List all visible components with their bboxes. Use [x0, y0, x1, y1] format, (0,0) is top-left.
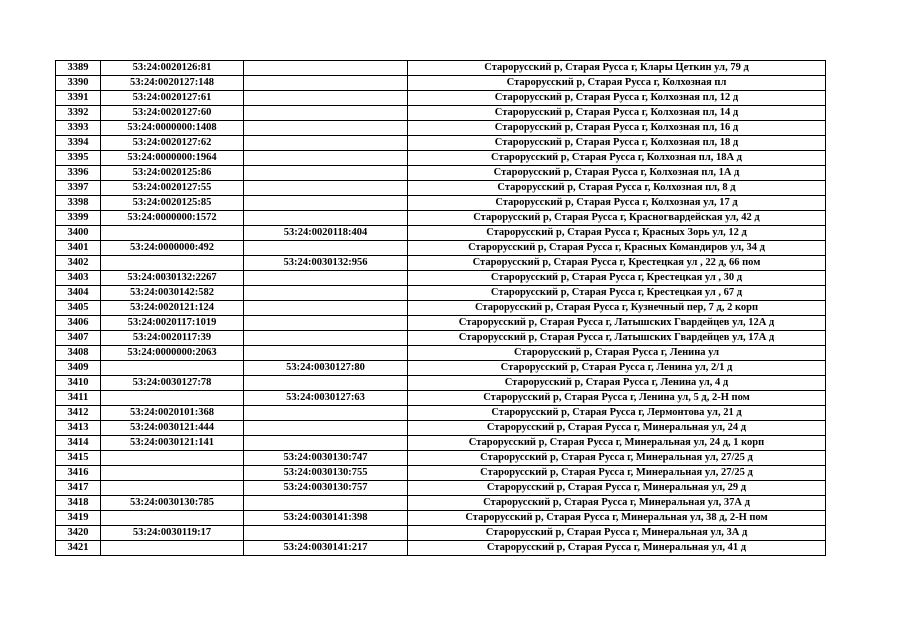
table-row	[56, 301, 826, 316]
cadastral-number-cell	[101, 391, 244, 406]
row-number-cell: 3413	[56, 421, 101, 436]
address-cell: Старорусский р, Старая Русса г, Колхозная ул, 17 д	[408, 196, 826, 211]
cadastral-number-cell: 53:24:0020127:62	[101, 136, 244, 151]
row-number-cell: 3405	[56, 301, 101, 316]
table-row	[56, 241, 826, 256]
building-cadastral-number-cell	[244, 61, 408, 76]
row-number-cell: 3416	[56, 466, 101, 481]
cadastral-number-cell	[101, 466, 244, 481]
address-cell: Старорусский р, Старая Русса г, Латышских Гвардейцев ул, 17А д	[408, 331, 826, 346]
table-row	[56, 451, 826, 466]
cadastral-number-cell	[101, 226, 244, 241]
row-number-cell: 3420	[56, 526, 101, 541]
table-row	[56, 91, 826, 106]
address-cell: Старорусский р, Старая Русса г, Колхозная пл, 8 д	[408, 181, 826, 196]
building-cadastral-number-cell	[244, 406, 408, 421]
address-cell: Старорусский р, Старая Русса г, Красных Командиров ул, 34 д	[408, 241, 826, 256]
cadastral-number-cell: 53:24:0030121:444	[101, 421, 244, 436]
building-cadastral-number-cell	[244, 436, 408, 451]
building-cadastral-number-cell: 53:24:0030132:956	[244, 256, 408, 271]
address-cell: Старорусский р, Старая Русса г, Крестецкая ул , 22 д, 66 пом	[408, 256, 826, 271]
building-cadastral-number-cell	[244, 136, 408, 151]
cadastral-number-cell: 53:24:0020127:61	[101, 91, 244, 106]
cadastral-number-cell: 53:24:0000000:2063	[101, 346, 244, 361]
row-number-cell: 3397	[56, 181, 101, 196]
row-number-cell: 3412	[56, 406, 101, 421]
address-cell: Старорусский р, Старая Русса г, Колхозная пл, 1А д	[408, 166, 826, 181]
cadastral-number-cell: 53:24:0030132:2267	[101, 271, 244, 286]
building-cadastral-number-cell	[244, 151, 408, 166]
row-number-cell: 3406	[56, 316, 101, 331]
cadastral-number-cell: 53:24:0030142:582	[101, 286, 244, 301]
row-number-cell: 3408	[56, 346, 101, 361]
building-cadastral-number-cell: 53:24:0030141:217	[244, 541, 408, 556]
building-cadastral-number-cell: 53:24:0030130:747	[244, 451, 408, 466]
cadastral-number-cell	[101, 451, 244, 466]
address-cell: Старорусский р, Старая Русса г, Минеральная ул, 41 д	[408, 541, 826, 556]
address-cell: Старорусский р, Старая Русса г, Крестецкая ул , 67 д	[408, 286, 826, 301]
building-cadastral-number-cell	[244, 166, 408, 181]
table-row	[56, 256, 826, 271]
table-row	[56, 391, 826, 406]
row-number-cell: 3404	[56, 286, 101, 301]
row-number-cell: 3418	[56, 496, 101, 511]
address-cell: Старорусский р, Старая Русса г, Минеральная ул, 29 д	[408, 481, 826, 496]
table-row	[56, 151, 826, 166]
address-cell: Старорусский р, Старая Русса г, Минеральная ул, 27/25 д	[408, 466, 826, 481]
table-row	[56, 496, 826, 511]
row-number-cell: 3411	[56, 391, 101, 406]
row-number-cell: 3402	[56, 256, 101, 271]
row-number-cell: 3392	[56, 106, 101, 121]
cadastral-number-cell: 53:24:0020121:124	[101, 301, 244, 316]
cadastral-number-cell: 53:24:0020126:81	[101, 61, 244, 76]
row-number-cell: 3421	[56, 541, 101, 556]
address-cell: Старорусский р, Старая Русса г, Клары Цеткин ул, 79 д	[408, 61, 826, 76]
building-cadastral-number-cell	[244, 241, 408, 256]
table-row	[56, 286, 826, 301]
building-cadastral-number-cell: 53:24:0030130:757	[244, 481, 408, 496]
building-cadastral-number-cell	[244, 331, 408, 346]
table-row	[56, 271, 826, 286]
cadastral-number-cell: 53:24:0020127:148	[101, 76, 244, 91]
row-number-cell: 3399	[56, 211, 101, 226]
address-cell: Старорусский р, Старая Русса г, Минеральная ул, 27/25 д	[408, 451, 826, 466]
row-number-cell: 3391	[56, 91, 101, 106]
cadastral-number-cell	[101, 256, 244, 271]
building-cadastral-number-cell	[244, 211, 408, 226]
row-number-cell: 3390	[56, 76, 101, 91]
address-cell: Старорусский р, Старая Русса г, Красногвардейская ул, 42 д	[408, 211, 826, 226]
cadastral-number-cell: 53:24:0020125:86	[101, 166, 244, 181]
row-number-cell: 3407	[56, 331, 101, 346]
address-cell: Старорусский р, Старая Русса г, Колхозная пл, 18А д	[408, 151, 826, 166]
building-cadastral-number-cell	[244, 196, 408, 211]
address-cell: Старорусский р, Старая Русса г, Минеральная ул, 24 д, 1 корп	[408, 436, 826, 451]
address-cell: Старорусский р, Старая Русса г, Колхозная пл	[408, 76, 826, 91]
building-cadastral-number-cell	[244, 271, 408, 286]
address-cell: Старорусский р, Старая Русса г, Минеральная ул, 3А д	[408, 526, 826, 541]
address-cell: Старорусский р, Старая Русса г, Ленина ул, 4 д	[408, 376, 826, 391]
table-row	[56, 481, 826, 496]
address-cell: Старорусский р, Старая Русса г, Колхозная пл, 18 д	[408, 136, 826, 151]
table-row	[56, 466, 826, 481]
table-row	[56, 121, 826, 136]
table-row	[56, 196, 826, 211]
table-row	[56, 211, 826, 226]
table-row	[56, 361, 826, 376]
building-cadastral-number-cell	[244, 286, 408, 301]
building-cadastral-number-cell	[244, 91, 408, 106]
row-number-cell: 3417	[56, 481, 101, 496]
building-cadastral-number-cell: 53:24:0030141:398	[244, 511, 408, 526]
address-cell: Старорусский р, Старая Русса г, Красных Зорь ул, 12 д	[408, 226, 826, 241]
cadastral-number-cell	[101, 541, 244, 556]
address-cell: Старорусский р, Старая Русса г, Ленина ул	[408, 346, 826, 361]
cadastral-number-cell: 53:24:0030121:141	[101, 436, 244, 451]
table-row	[56, 421, 826, 436]
address-cell: Старорусский р, Старая Русса г, Латышских Гвардейцев ул, 12А д	[408, 316, 826, 331]
table-row	[56, 136, 826, 151]
address-cell: Старорусский р, Старая Русса г, Лермонтова ул, 21 д	[408, 406, 826, 421]
address-cell: Старорусский р, Старая Русса г, Минеральная ул, 37А д	[408, 496, 826, 511]
building-cadastral-number-cell	[244, 376, 408, 391]
cadastral-number-cell: 53:24:0000000:1408	[101, 121, 244, 136]
row-number-cell: 3400	[56, 226, 101, 241]
row-number-cell: 3409	[56, 361, 101, 376]
cadastral-number-cell	[101, 361, 244, 376]
table-row	[56, 331, 826, 346]
table-row	[56, 526, 826, 541]
table-row	[56, 106, 826, 121]
cadastral-number-cell: 53:24:0030119:17	[101, 526, 244, 541]
address-cell: Старорусский р, Старая Русса г, Крестецкая ул , 30 д	[408, 271, 826, 286]
table-row	[56, 316, 826, 331]
table-row	[56, 226, 826, 241]
row-number-cell: 3398	[56, 196, 101, 211]
table-row	[56, 541, 826, 556]
cadastral-number-cell: 53:24:0020117:39	[101, 331, 244, 346]
row-number-cell: 3414	[56, 436, 101, 451]
building-cadastral-number-cell	[244, 526, 408, 541]
row-number-cell: 3415	[56, 451, 101, 466]
cadastral-number-cell: 53:24:0020101:368	[101, 406, 244, 421]
building-cadastral-number-cell: 53:24:0030127:80	[244, 361, 408, 376]
table-row	[56, 61, 826, 76]
building-cadastral-number-cell	[244, 496, 408, 511]
address-cell: Старорусский р, Старая Русса г, Колхозная пл, 12 д	[408, 91, 826, 106]
table-row	[56, 511, 826, 526]
building-cadastral-number-cell: 53:24:0030130:755	[244, 466, 408, 481]
building-cadastral-number-cell	[244, 301, 408, 316]
table-row	[56, 376, 826, 391]
building-cadastral-number-cell: 53:24:0020118:404	[244, 226, 408, 241]
table-row	[56, 181, 826, 196]
table-body	[56, 61, 826, 556]
row-number-cell: 3393	[56, 121, 101, 136]
row-number-cell: 3419	[56, 511, 101, 526]
address-cell: Старорусский р, Старая Русса г, Ленина ул, 2/1 д	[408, 361, 826, 376]
cadastral-number-cell	[101, 481, 244, 496]
cadastral-number-cell: 53:24:0000000:1964	[101, 151, 244, 166]
address-cell: Старорусский р, Старая Русса г, Колхозная пл, 16 д	[408, 121, 826, 136]
address-cell: Старорусский р, Старая Русса г, Минеральная ул, 38 д, 2-Н пом	[408, 511, 826, 526]
building-cadastral-number-cell	[244, 421, 408, 436]
table-row	[56, 346, 826, 361]
address-cell: Старорусский р, Старая Русса г, Ленина ул, 5 д, 2-Н пом	[408, 391, 826, 406]
cadastral-number-cell: 53:24:0030127:78	[101, 376, 244, 391]
row-number-cell: 3401	[56, 241, 101, 256]
table-row	[56, 406, 826, 421]
building-cadastral-number-cell	[244, 76, 408, 91]
cadastral-number-cell: 53:24:0030130:785	[101, 496, 244, 511]
building-cadastral-number-cell	[244, 316, 408, 331]
row-number-cell: 3410	[56, 376, 101, 391]
building-cadastral-number-cell: 53:24:0030127:63	[244, 391, 408, 406]
property-registry-table	[55, 60, 826, 556]
building-cadastral-number-cell	[244, 106, 408, 121]
cadastral-number-cell: 53:24:0020125:85	[101, 196, 244, 211]
row-number-cell: 3389	[56, 61, 101, 76]
address-cell: Старорусский р, Старая Русса г, Колхозная пл, 14 д	[408, 106, 826, 121]
table-row	[56, 436, 826, 451]
address-cell: Старорусский р, Старая Русса г, Минеральная ул, 24 д	[408, 421, 826, 436]
address-cell: Старорусский р, Старая Русса г, Кузнечный пер, 7 д, 2 корп	[408, 301, 826, 316]
cadastral-number-cell: 53:24:0020127:55	[101, 181, 244, 196]
building-cadastral-number-cell	[244, 346, 408, 361]
table-row	[56, 76, 826, 91]
cadastral-number-cell: 53:24:0000000:1572	[101, 211, 244, 226]
row-number-cell: 3403	[56, 271, 101, 286]
building-cadastral-number-cell	[244, 181, 408, 196]
table-row	[56, 166, 826, 181]
row-number-cell: 3396	[56, 166, 101, 181]
cadastral-number-cell: 53:24:0020117:1019	[101, 316, 244, 331]
building-cadastral-number-cell	[244, 121, 408, 136]
cadastral-number-cell	[101, 511, 244, 526]
cadastral-number-cell: 53:24:0000000:492	[101, 241, 244, 256]
row-number-cell: 3395	[56, 151, 101, 166]
row-number-cell: 3394	[56, 136, 101, 151]
cadastral-number-cell: 53:24:0020127:60	[101, 106, 244, 121]
document-page	[55, 60, 826, 556]
